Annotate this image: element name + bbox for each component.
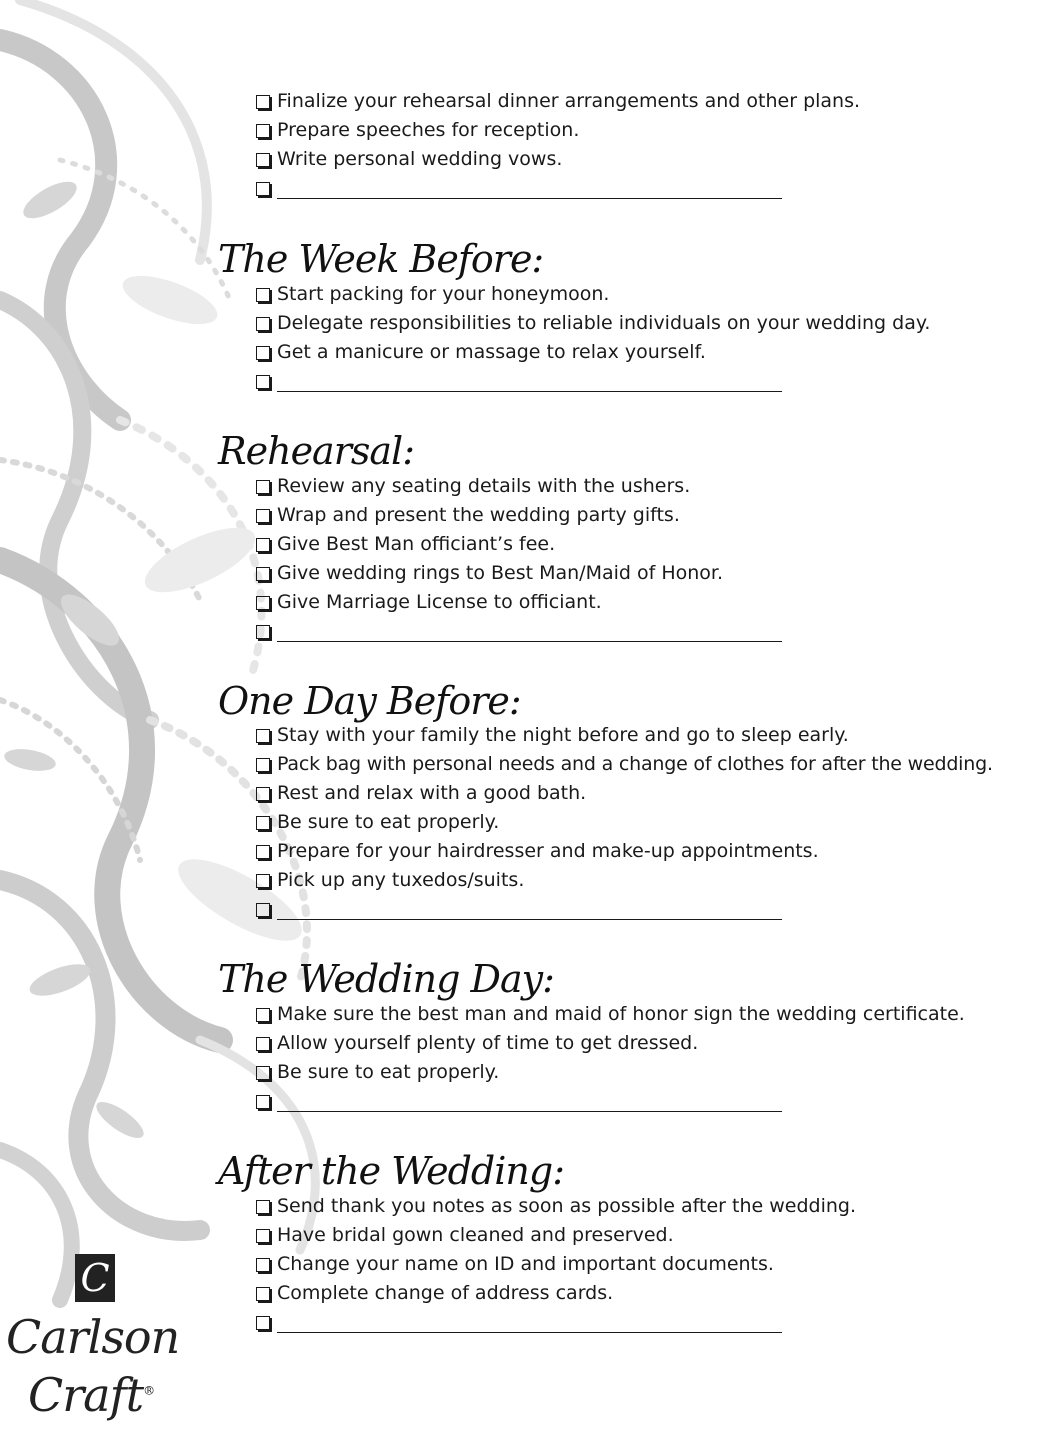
checklist-item[interactable]: Allow yourself plenty of time to get dressed. <box>256 1029 965 1058</box>
checkbox-icon[interactable] <box>256 538 270 552</box>
checklist-item[interactable]: Complete change of address cards. <box>256 1279 856 1308</box>
checkbox-icon[interactable] <box>256 153 270 167</box>
checklist-item[interactable]: Send thank you notes as soon as possible after the wedding. <box>256 1192 856 1221</box>
checkbox-icon[interactable] <box>256 95 270 109</box>
checklist-item[interactable]: Rest and relax with a good bath. <box>256 779 993 808</box>
checkbox-icon[interactable] <box>256 903 270 917</box>
checkbox-icon[interactable] <box>256 1037 270 1051</box>
checklist-item[interactable]: Give wedding rings to Best Man/Maid of Honor. <box>256 559 782 588</box>
checklist-item[interactable]: Finalize your rehearsal dinner arrangements and other plans. <box>256 87 860 116</box>
checklist-item[interactable]: Prepare for your hairdresser and make-up appointments. <box>256 837 993 866</box>
section-heading: Rehearsal: <box>218 429 414 473</box>
checklist-item[interactable]: Be sure to eat properly. <box>256 1058 965 1087</box>
checkbox-icon[interactable] <box>256 729 270 743</box>
checkbox-icon[interactable] <box>256 816 270 830</box>
checklist-item[interactable]: Give Marriage License to officiant. <box>256 588 782 617</box>
logo-word-line1: Carlson <box>6 1310 180 1364</box>
checkbox-icon[interactable] <box>256 1258 270 1272</box>
checkbox-icon[interactable] <box>256 1287 270 1301</box>
registered-mark: ® <box>143 1383 155 1398</box>
checkbox-icon[interactable] <box>256 874 270 888</box>
checkbox-icon[interactable] <box>256 1316 270 1330</box>
checkbox-icon[interactable] <box>256 1066 270 1080</box>
checkbox-icon[interactable] <box>256 317 270 331</box>
checklist-item[interactable]: Have bridal gown cleaned and preserved. <box>256 1221 856 1250</box>
checklist-item[interactable]: Stay with your family the night before and go to sleep early. <box>256 721 993 750</box>
blank-write-in-line[interactable] <box>277 900 782 920</box>
brand-logo <box>0 1250 180 1440</box>
checkbox-icon[interactable] <box>256 758 270 772</box>
checklist-items <box>256 87 860 203</box>
checklist-item[interactable]: Wrap and present the wedding party gifts. <box>256 501 782 530</box>
checkbox-icon[interactable] <box>256 1095 270 1109</box>
blank-write-in-line[interactable] <box>277 372 782 392</box>
checkbox-icon[interactable] <box>256 596 270 610</box>
checkbox-icon[interactable] <box>256 1229 270 1243</box>
logo-word-line2 <box>28 1368 154 1422</box>
blank-write-in-line[interactable] <box>277 1092 782 1112</box>
checklist-item[interactable]: Pack bag with personal needs and a change of clothes for after the wedding. <box>256 750 993 779</box>
checkbox-icon[interactable] <box>256 182 270 196</box>
section-heading: The Week Before: <box>218 237 544 281</box>
checkbox-icon[interactable] <box>256 1200 270 1214</box>
logo-monogram: C <box>75 1254 115 1302</box>
checkbox-icon[interactable] <box>256 375 270 389</box>
checklist-items <box>256 1192 856 1337</box>
checkbox-icon[interactable] <box>256 787 270 801</box>
checklist-item[interactable]: Start packing for your honeymoon. <box>256 280 930 309</box>
checklist-item[interactable]: Delegate responsibilities to reliable individuals on your wedding day. <box>256 309 930 338</box>
section-heading: After the Wedding: <box>218 1149 565 1193</box>
checkbox-icon[interactable] <box>256 509 270 523</box>
checkbox-icon[interactable] <box>256 288 270 302</box>
checklist-item[interactable]: Get a manicure or massage to relax yourself. <box>256 338 930 367</box>
checklist-item-blank[interactable] <box>256 174 860 203</box>
checklist-item[interactable]: Prepare speeches for reception. <box>256 116 860 145</box>
checklist-items <box>256 721 993 924</box>
checkbox-icon[interactable] <box>256 346 270 360</box>
checklist-item[interactable]: Change your name on ID and important documents. <box>256 1250 856 1279</box>
checkbox-icon[interactable] <box>256 124 270 138</box>
checklist-item-blank[interactable] <box>256 617 782 646</box>
section-heading: One Day Before: <box>218 679 521 723</box>
checklist-item-blank[interactable] <box>256 1087 965 1116</box>
checklist-item-blank[interactable] <box>256 367 930 396</box>
checklist-item[interactable]: Review any seating details with the ushers. <box>256 472 782 501</box>
checklist-items <box>256 1000 965 1116</box>
checkbox-icon[interactable] <box>256 625 270 639</box>
checklist-items <box>256 472 782 646</box>
checkbox-icon[interactable] <box>256 845 270 859</box>
checklist-item[interactable]: Write personal wedding vows. <box>256 145 860 174</box>
blank-write-in-line[interactable] <box>277 622 782 642</box>
checkbox-icon[interactable] <box>256 480 270 494</box>
checkbox-icon[interactable] <box>256 1008 270 1022</box>
section-heading: The Wedding Day: <box>218 957 554 1001</box>
logo-word-craft: Craft <box>28 1368 144 1422</box>
checklist-items <box>256 280 930 396</box>
checklist-item-blank[interactable] <box>256 895 993 924</box>
checklist-item[interactable]: Make sure the best man and maid of honor sign the wedding certificate. <box>256 1000 965 1029</box>
checklist-item[interactable]: Pick up any tuxedos/suits. <box>256 866 993 895</box>
checklist-item[interactable]: Be sure to eat properly. <box>256 808 993 837</box>
blank-write-in-line[interactable] <box>277 179 782 199</box>
checkbox-icon[interactable] <box>256 567 270 581</box>
checklist-item[interactable]: Give Best Man officiant’s fee. <box>256 530 782 559</box>
checklist-item-blank[interactable] <box>256 1308 856 1337</box>
blank-write-in-line[interactable] <box>277 1313 782 1333</box>
